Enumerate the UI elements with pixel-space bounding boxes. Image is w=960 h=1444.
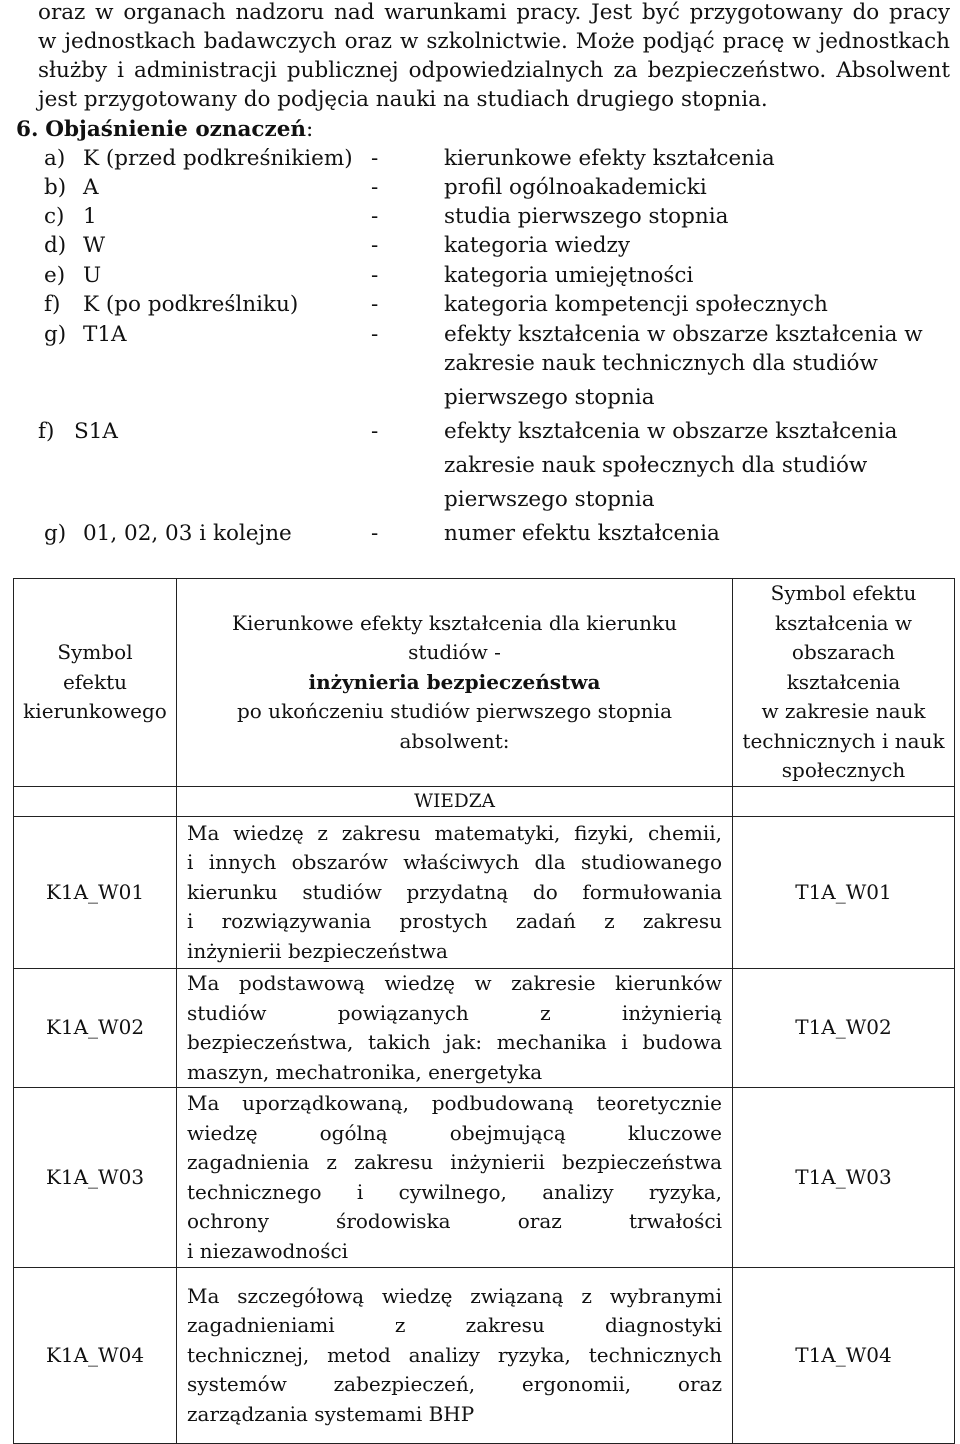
legend-letter: f) [38, 419, 55, 444]
legend-code: 01, 02, 03 i kolejne [83, 521, 292, 546]
legend-code: 1 [83, 204, 97, 229]
legend-dash: - [371, 292, 379, 317]
header-text: w zakresie nauk [761, 699, 926, 723]
description-cell [177, 1268, 733, 1444]
legend-description: kategoria kompetencji społecznych [444, 292, 828, 317]
header-text: Symbol efektu [770, 581, 917, 605]
description-line: Ma podstawową wiedzę w zakresie kierunków [187, 971, 722, 995]
header-text: kierunkowego [23, 699, 167, 723]
description-line: maszyn, mechatronika, energetyka [187, 1059, 543, 1084]
legend-dash: - [371, 175, 379, 200]
description-line: zarządzania systemami BHP [187, 1401, 475, 1426]
symbol-cell: K1A_W04 [14, 1268, 177, 1444]
description-line: i niezawodności [187, 1238, 349, 1263]
legend-description: kategoria umiejętności [444, 263, 694, 288]
section-label-cell: WIEDZA [177, 786, 733, 817]
table-section-row [14, 786, 955, 817]
symbol-cell: K1A_W01 [14, 817, 177, 969]
header-text: efektu [62, 669, 128, 694]
header-description-cell [177, 579, 733, 787]
legend-code: K (przed podkreśnikiem) [83, 146, 353, 171]
legend-dash: - [371, 146, 379, 171]
description-line: i innych obszarów właściwych dla studiowanego [187, 850, 722, 875]
legend-letter: f) [44, 292, 61, 317]
legend-description-continued: pierwszego stopnia [444, 487, 655, 512]
area-symbol-cell: T1A_W02 [733, 969, 955, 1088]
legend-row [0, 519, 960, 548]
intro-line: oraz w organach nadzoru nad warunkami pracy. Jest być przygotowany do pracy [38, 0, 950, 25]
legend-code: W [83, 233, 106, 258]
legend-dash: - [371, 233, 379, 258]
legend-description: kierunkowe efekty kształcenia [444, 146, 775, 171]
legend-description-continued: pierwszego stopnia [444, 385, 655, 410]
legend-description: efekty kształcenia w obszarze kształcenia w [444, 322, 923, 347]
section-empty-cell [14, 786, 177, 817]
legend-row [0, 261, 960, 290]
area-symbol-cell: T1A_W01 [733, 817, 955, 969]
intro-line: służby i administracji publicznej odpowiedzialnych za bezpieczeństwo. Absolwent [38, 58, 950, 83]
description-line: zagadnieniami z zakresu diagnostyki [187, 1313, 722, 1338]
legend-dash: - [371, 419, 379, 444]
legend-dash: - [371, 263, 379, 288]
header-text: technicznych i nauk [742, 728, 945, 753]
description-line: zagadnienia z zakresu inżynierii bezpieczeństwa [187, 1150, 722, 1174]
intro-line: jest przygotowany do podjęcia nauki na studiach drugiego stopnia. [38, 87, 768, 112]
header-text: studiów - [408, 640, 501, 664]
table-header-row [14, 579, 955, 787]
legend-row [0, 290, 960, 319]
description-line: kierunku studiów przydatną do formułowania [187, 879, 722, 904]
description-line: Ma wiedzę z zakresu matematyki, fizyki, chemii, [187, 820, 722, 845]
section-heading [16, 115, 313, 144]
learning-outcomes-table [13, 578, 955, 1444]
area-symbol-cell: T1A_W04 [733, 1268, 955, 1444]
description-line: bezpieczeństwa, takich jak: mechanika i budowa [187, 1030, 722, 1054]
description-cell [177, 969, 733, 1088]
header-text: obszarach [791, 640, 896, 664]
header-text: Kierunkowe efekty kształcenia dla kierunku [232, 610, 677, 635]
legend-letter: a) [44, 146, 66, 171]
legend-letter: d) [44, 233, 67, 258]
legend-row [0, 173, 960, 202]
legend-letter: c) [44, 204, 65, 229]
legend-description-continued: zakresie nauk technicznych dla studiów [444, 351, 878, 376]
header-text: kształcenia [786, 669, 901, 694]
legend-letter: b) [44, 175, 67, 200]
header-area-cell [733, 579, 955, 787]
description-line: i rozwiązywania prostych zadań z zakresu [187, 909, 722, 934]
legend-code: S1A [74, 419, 118, 444]
description-line: technicznej, metod analizy ryzyka, technicznych [187, 1342, 722, 1367]
legend-code: U [83, 263, 102, 288]
legend-letter: e) [44, 263, 66, 288]
legend-code: A [83, 175, 99, 200]
legend-letter: g) [44, 521, 67, 546]
table-row [14, 1088, 955, 1268]
description-line: technicznego i cywilnego, analizy ryzyka, [187, 1179, 722, 1204]
description-line: wiedzę ogólną obejmującą kluczowe [187, 1120, 722, 1145]
intro-paragraph [38, 0, 950, 114]
legend-row [0, 320, 960, 349]
table-row [14, 1268, 955, 1444]
description-line: inżynierii bezpieczeństwa [187, 938, 448, 963]
header-text: społecznych [781, 758, 906, 782]
header-text: kształcenia w [774, 610, 913, 635]
legend-letter: g) [44, 322, 67, 347]
legend-code: K (po podkreślniku) [83, 292, 299, 317]
legend-row [0, 202, 960, 231]
header-text: absolwent: [399, 728, 510, 753]
legend-description: kategoria wiedzy [444, 233, 630, 258]
legend-row [0, 231, 960, 260]
field-of-study-name: inżynieria bezpieczeństwa [308, 669, 601, 694]
legend-dash: - [371, 521, 379, 546]
description-line: studiów powiązanych z inżynierią [187, 1000, 722, 1025]
header-symbol-cell [14, 579, 177, 787]
section-empty-cell [733, 786, 955, 817]
table-row [14, 817, 955, 969]
header-text: po ukończeniu studiów pierwszego stopnia [236, 699, 672, 723]
description-cell [177, 817, 733, 969]
legend-dash: - [371, 322, 379, 347]
section-number: 6. [16, 117, 39, 142]
legend-description: studia pierwszego stopnia [444, 204, 729, 229]
description-cell [177, 1088, 733, 1268]
header-text: Symbol [57, 640, 133, 664]
legend-row [0, 417, 960, 446]
table-row [14, 969, 955, 1088]
area-symbol-cell: T1A_W03 [733, 1088, 955, 1268]
legend-description: efekty kształcenia w obszarze kształcenia [444, 419, 898, 444]
intro-line: w jednostkach badawczych oraz w szkolnictwie. Może podjąć pracę w jednostkach [38, 29, 950, 54]
section-colon: : [306, 117, 314, 142]
symbol-cell: K1A_W03 [14, 1088, 177, 1268]
legend-description: numer efektu kształcenia [444, 521, 720, 546]
symbol-cell: K1A_W02 [14, 969, 177, 1088]
description-line: Ma szczegółową wiedzę związaną z wybranymi [187, 1283, 722, 1308]
legend-description: profil ogólnoakademicki [444, 175, 707, 200]
description-line: ochrony środowiska oraz trwałości [187, 1209, 722, 1233]
description-line: Ma uporządkowaną, podbudowaną teoretycznie [187, 1091, 722, 1115]
legend-dash: - [371, 204, 379, 229]
section-title: Objaśnienie oznaczeń [45, 117, 307, 142]
legend-code: T1A [83, 322, 127, 347]
legend-row [0, 144, 960, 173]
description-line: systemów zabezpieczeń, ergonomii, oraz [187, 1372, 722, 1397]
legend-description-continued: zakresie nauk społecznych dla studiów [444, 453, 868, 478]
